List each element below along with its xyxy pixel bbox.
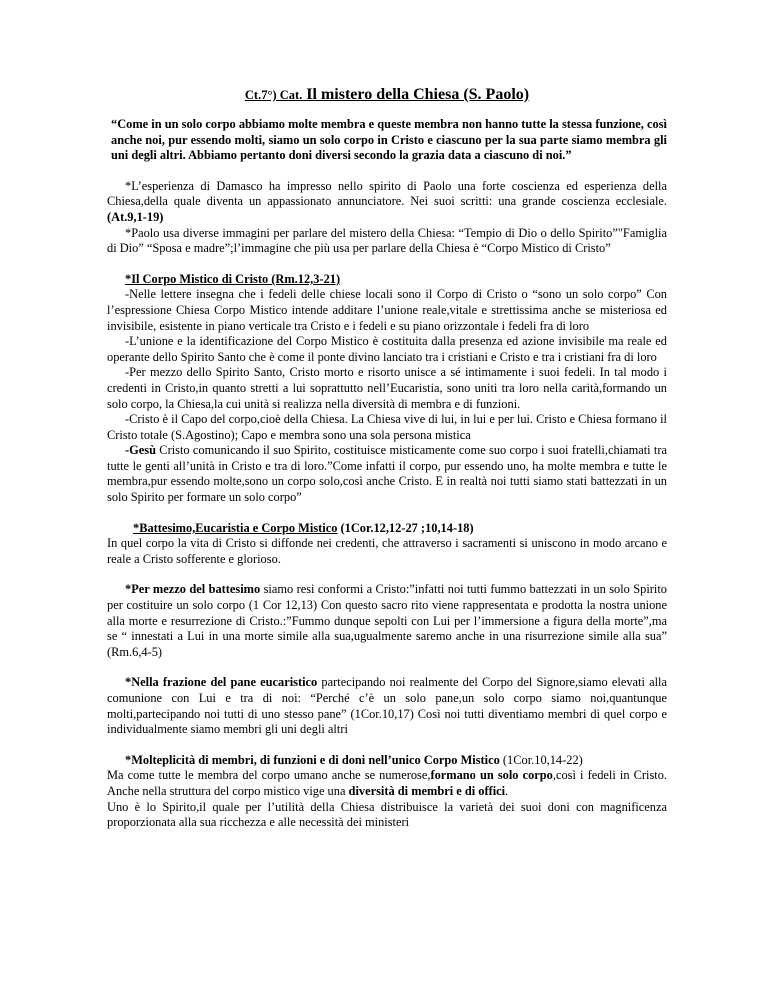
- section-3-heading-text: *Molteplicità di membri, di funzioni e di doni nell’unico Corpo Mistico: [125, 752, 500, 767]
- section-3-text-b: formano un solo corpo: [430, 768, 553, 783]
- document-body: [107, 85, 667, 831]
- section-1-heading-text: *Il Corpo Mistico di Cristo (Rm.12,3-21): [125, 271, 341, 286]
- section-3-text-a: Ma come tutte le membra del corpo umano anche se numerose,: [107, 768, 431, 783]
- section-2-heading-text: *Battesimo,Eucaristia e Corpo Mistico: [133, 520, 338, 535]
- section-3-heading: [107, 753, 667, 769]
- page-title: [107, 85, 667, 105]
- title-prefix: Ct.7°) Cat.: [244, 88, 303, 102]
- section-2-paragraph-2: [107, 582, 667, 660]
- section-2-paragraph-3-text: partecipando noi realmente del Corpo del Signore,siamo elevati alla comunione con Lui e tra di noi: “Perché c’è un solo pane,un solo corpo siamo noi,quantunque molti,partecipando noi tutti di uno stesso pane” (1Cor.10,17) Così noi tutti diventiamo membri di quel corpo e individualmente siamo membri gli uni degli altri: [107, 675, 667, 737]
- opening-quote: “Come in un solo corpo abbiamo molte membra e queste membra non hanno tutte la stessa funzione, così anche noi, pur essendo molti, siamo un solo corpo in Cristo e ciascuno per la sua parte siamo membra gli uni degli altri. Abbiamo pertanto doni diversi secondo la grazia data a ciascuno di noi.”: [111, 117, 667, 163]
- section-3-paragraph-2: Uno è lo Spirito,il quale per l’utilità della Chiesa distribuisce la varietà dei suoi doni con magnificenza proporzionata alla sua ricchezza e alle necessità dei ministeri: [107, 799, 667, 830]
- section-2-paragraph-3-bold: *Nella frazione del pane eucaristico: [125, 675, 318, 690]
- section-1-heading: [107, 272, 667, 288]
- section-1-paragraph-5-bold: -Gesù: [125, 443, 156, 458]
- intro-paragraph-1: [107, 179, 667, 226]
- section-2-heading-reference: (1Cor.12,12-27 ;10,14-18): [337, 520, 474, 535]
- section-2-paragraph-3: [107, 675, 667, 737]
- intro-text-1: *L’esperienza di Damasco ha impresso nello spirito di Paolo una forte coscienza ed esperienza della Chiesa,della quale diventa un appassionato annunciatore. Nei suoi scritti: una grande coscienza ecclesiale.: [107, 178, 667, 209]
- intro-paragraph-2: *Paolo usa diverse immagini per parlare del mistero della Chiesa: “Tempio di Dio o dello Spirito”"Famiglia di Dio” “Sposa e madre”;l’immagine che più usa per parlare della Chiesa è “Corpo Mistico di Cristo”: [107, 225, 667, 256]
- section-1-paragraph-2: -L’unione e la identificazione del Corpo Mistico è costituita dalla presenza ed azione invisibile ma reale ed operante dello Spirito Santo che è come il ponte divino lanciato tra i cristiani e Cristo e tra i cristiani fra di loro: [107, 334, 667, 364]
- section-3-text-e: .: [505, 783, 509, 798]
- section-2-heading: [107, 521, 667, 537]
- section-3-heading-reference: (1Cor.10,14-22): [499, 752, 583, 767]
- section-2-paragraph-2-bold: *Per mezzo del battesimo: [125, 582, 261, 597]
- section-3-text-c: ,così i fedeli in Cristo. Anche nella struttura del corpo mistico vige una: [107, 768, 667, 798]
- section-3-text-d: diversità di membri e di offici: [348, 783, 506, 798]
- section-1-paragraph-5-text: Cristo comunicando il suo Spirito, costituisce misticamente come suo corpo i suoi fratelli,chiamati tra tutte le genti all’unità in Cristo e tra di loro.”Come infatti il corpo, pur essendo uno, ha molte membra e tutte le membra,pur essendo molte,sono un corpo solo,così anche Cristo. E in realtà noi tutti siamo stati battezzati in un solo Spirito per formare un solo corpo”: [107, 443, 667, 505]
- section-1-paragraph-3: -Per mezzo dello Spirito Santo, Cristo morto e risorto unisce a sé intimamente i suoi fedeli. In tal modo i credenti in Cristo,in quanto stretti a lui soprattutto nell’Eucaristia, sono uniti tra loro nella carità,formando un solo corpo, la Chiesa,la cui unità si realizza nella diversità di membra e di funzioni.: [107, 365, 667, 411]
- section-2-paragraph-2-text: siamo resi conformi a Cristo:”infatti noi tutti fummo battezzati in un solo Spirito per costituire un solo corpo (1 Cor 12,13) Con questo sacro rito viene rappresentata e prodotta la nostra unione alla morte e resurrezione di Cristo.:”Fummo dunque sepolti con Lui per l’immersione a figura della morte”,ma se “ innestati a Lui in una morte simile alla sua,ugualmente saremo anche in una risurrezione simile alla sua” (Rm.6,4-5): [107, 582, 667, 659]
- section-2-paragraph-1: In quel corpo la vita di Cristo si diffonde nei credenti, che attraverso i sacramenti si uniscono in modo arcano e reale a Cristo sofferente e glorioso.: [107, 536, 667, 566]
- section-1-paragraph-1: -Nelle lettere insegna che i fedeli delle chiese locali sono il Corpo di Cristo o “sono un solo corpo” Con l’espressione Chiesa Corpo Mistico intende additare l’unione reale,vitale e strettissima anche se misteriosa ed invisibile, esistente in piano verticale tra Cristo e i fedeli e su piano orizzontale i fedeli fra di loro: [107, 287, 667, 333]
- section-1-paragraph-5: [107, 443, 667, 505]
- section-1-paragraph-4: -Cristo è il Capo del corpo,cioè della Chiesa. La Chiesa vive di lui, in lui e per lui. Cristo e Chiesa formano il Cristo totale (S.Agostino); Capo e membra sono una sola persona mistica: [107, 412, 667, 442]
- section-3-paragraph-1: [107, 768, 667, 799]
- title-main: Il mistero della Chiesa (S. Paolo): [302, 86, 530, 103]
- intro-reference: (At.9,1-19): [107, 209, 164, 224]
